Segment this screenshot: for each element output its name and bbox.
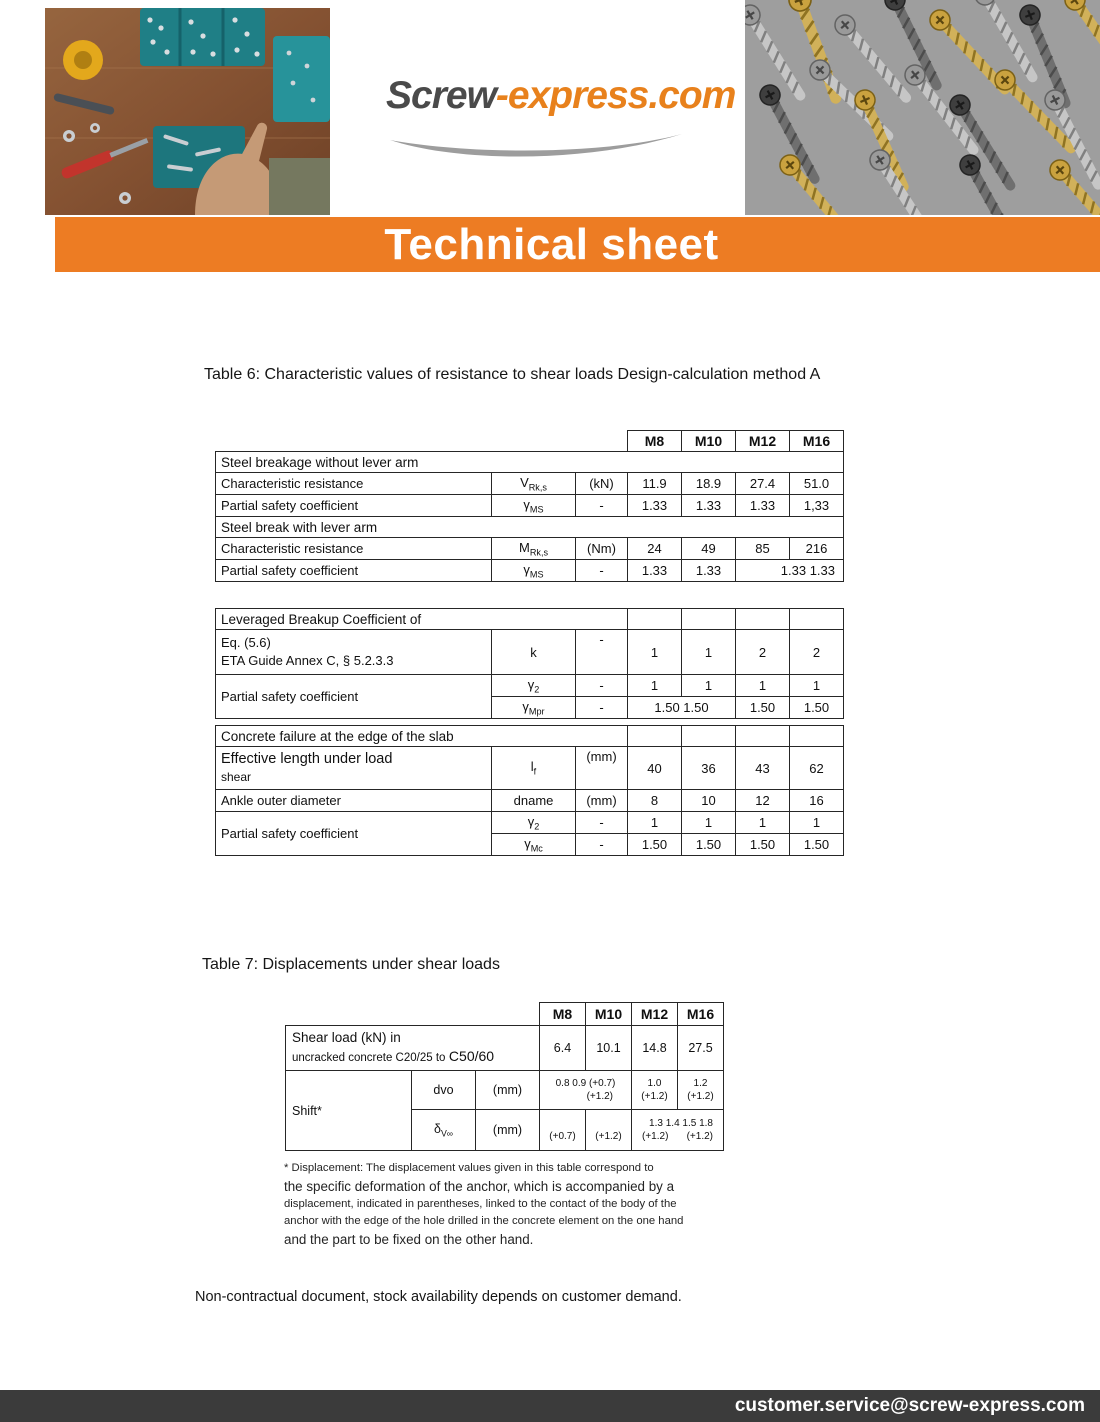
value-cell: 1.33 — [736, 495, 790, 517]
empty-cell — [682, 609, 736, 630]
non-contractual-note: Non-contractual document, stock availability depends on customer demand. — [195, 1289, 682, 1305]
data-row-gms1 — [216, 495, 844, 517]
row-label: Partial safety coefficient — [216, 675, 492, 719]
unit-cell: - — [576, 834, 628, 856]
value-cell: 85 — [736, 538, 790, 560]
symbol-cell — [492, 538, 576, 560]
value-cell: 10 — [682, 790, 736, 812]
symbol-main: γ — [527, 813, 535, 829]
logo-swoosh-icon — [386, 130, 686, 166]
value-cell: 49 — [682, 538, 736, 560]
value-cell: 12 — [736, 790, 790, 812]
section-row — [216, 452, 844, 473]
value-cell: 40 — [628, 747, 682, 790]
symbol-sub: MS — [529, 504, 544, 515]
data-row-dvo — [286, 1071, 724, 1110]
row-label-line1: Shear load (kN) in — [292, 1030, 401, 1045]
symbol-sub: Mpr — [528, 706, 545, 717]
symbol-sub: Rk,s — [529, 547, 549, 558]
value-cell: 1,33 — [790, 495, 844, 517]
logo-text — [386, 74, 736, 118]
row-label: Characteristic resistance — [216, 538, 492, 560]
value-bottom: (+1.2) — [586, 1091, 613, 1102]
data-row-mrks — [216, 538, 844, 560]
value-cell: 62 — [790, 747, 844, 790]
value-top: 1.3 1.4 1.5 1.8 — [649, 1118, 713, 1129]
footnote-line: anchor with the edge of the hole drilled in the concrete element on the one hand — [284, 1215, 684, 1227]
value-cell — [632, 1071, 678, 1110]
value-cell: 1.50 — [790, 834, 844, 856]
logo — [386, 74, 736, 179]
workbench-photo — [45, 8, 330, 215]
symbol-cell — [492, 473, 576, 495]
value-cell: 27.4 — [736, 473, 790, 495]
value-cell: 1 — [682, 675, 736, 697]
data-row-lf — [216, 747, 844, 790]
table7-title: Table 7: Displacements under shear loads — [202, 956, 500, 973]
symbol-main: γ — [523, 496, 530, 512]
value-cell: 18.9 — [682, 473, 736, 495]
unit-cell: (kN) — [576, 473, 628, 495]
value-cell: 1.33 — [628, 560, 682, 582]
value-cell: 36 — [682, 747, 736, 790]
section-label-steel-no-lever: Steel breakage without lever arm — [216, 452, 844, 473]
value-cell: 1.50 — [790, 697, 844, 719]
column-header-m16: M16 — [678, 1003, 724, 1026]
value-cell: 1 — [736, 675, 790, 697]
data-row-dname — [216, 790, 844, 812]
empty-cell — [216, 431, 628, 452]
value-cell: 1 — [628, 630, 682, 675]
column-header-m8: M8 — [628, 431, 682, 452]
workbench-photo-graphic — [45, 8, 330, 215]
value-cell-merged: 1.33 1.33 — [736, 560, 844, 582]
symbol-main: γ — [523, 561, 530, 577]
empty-cell — [790, 609, 844, 630]
unit-cell: - — [576, 675, 628, 697]
value-cell: 27.5 — [678, 1026, 724, 1071]
row-label — [216, 747, 492, 790]
unit-cell: - — [576, 560, 628, 582]
empty-cell — [736, 726, 790, 747]
data-row-g2a — [216, 675, 844, 697]
value-cell: 1 — [628, 675, 682, 697]
value-cell: 14.8 — [632, 1026, 678, 1071]
row-label-shift: Shift* — [286, 1071, 412, 1151]
value-cell: 16 — [790, 790, 844, 812]
row-label-line2a: uncracked concrete C20/25 to — [292, 1052, 446, 1064]
symbol-sub: V∞ — [440, 1128, 454, 1139]
row-label-line2: shear — [221, 770, 252, 784]
row-label-line1: Eq. (5.6) — [221, 635, 271, 650]
symbol-cell: dvo — [412, 1071, 476, 1110]
empty-cell — [736, 609, 790, 630]
symbol-cell: dname — [492, 790, 576, 812]
unit-cell: - — [576, 495, 628, 517]
row-label-line2: ETA Guide Annex C, § 5.2.3.3 — [221, 653, 394, 668]
value-bottom: (+1.2) — [595, 1131, 622, 1142]
value-cell: 11.9 — [628, 473, 682, 495]
section-row — [216, 726, 844, 747]
symbol-main: l — [530, 759, 534, 775]
value-cell: 1 — [682, 630, 736, 675]
value-bottom: (+1.2) — [687, 1091, 714, 1102]
footnote-line: and the part to be fixed on the other hand. — [284, 1232, 534, 1247]
value-cell: 24 — [628, 538, 682, 560]
logo-text-screw: Screw — [386, 74, 496, 117]
value-cell-merged — [632, 1110, 724, 1151]
footnote-line: * Displacement: The displacement values given in this table correspond to — [284, 1162, 654, 1174]
row-label: Partial safety coefficient — [216, 560, 492, 582]
symbol-sub: Mc — [530, 843, 543, 854]
row-label: Partial safety coefficient — [216, 812, 492, 856]
value-cell: 2 — [790, 630, 844, 675]
symbol-main: V — [520, 474, 529, 490]
logo-text-express: -express.com — [495, 74, 736, 117]
section-row — [216, 609, 844, 630]
data-row-g2b — [216, 812, 844, 834]
section-label-steel-lever: Steel break with lever arm — [216, 517, 844, 538]
footnote-line: displacement, indicated in parentheses, linked to the contact of the body of the — [284, 1198, 677, 1210]
symbol-sub: MS — [529, 569, 544, 580]
value-cell: 1 — [790, 812, 844, 834]
data-row-gms2 — [216, 560, 844, 582]
value-bottom: (+0.7) — [549, 1131, 576, 1142]
value-cell: 1.33 — [682, 560, 736, 582]
column-header-m16: M16 — [790, 431, 844, 452]
column-header-m10: M10 — [586, 1003, 632, 1026]
value-cell: 1 — [682, 812, 736, 834]
row-label: Characteristic resistance — [216, 473, 492, 495]
symbol-cell — [492, 675, 576, 697]
technical-sheet-banner — [55, 217, 1100, 272]
empty-cell — [628, 726, 682, 747]
row-label: Partial safety coefficient — [216, 495, 492, 517]
unit-cell: (mm) — [576, 790, 628, 812]
value-cell — [586, 1110, 632, 1151]
table6-block-leveraged — [215, 608, 844, 719]
section-row — [216, 517, 844, 538]
table6-title: Table 6: Characteristic values of resistance to shear loads Design-calculation method A — [204, 366, 821, 383]
value-top: 1.2 — [693, 1078, 708, 1089]
value-cell: 1.50 — [736, 834, 790, 856]
symbol-main: γ — [524, 835, 531, 851]
screws-photo-graphic — [745, 0, 1100, 215]
symbol-sub: 2 — [534, 821, 540, 832]
unit-cell: - — [576, 812, 628, 834]
value-top: 1.0 — [647, 1078, 662, 1089]
unit-cell: (mm) — [476, 1071, 540, 1110]
symbol-sub: Rk,s — [528, 482, 547, 493]
symbol-cell — [412, 1110, 476, 1151]
data-row-shear-load — [286, 1026, 724, 1071]
section-label-leveraged: Leveraged Breakup Coefficient of — [216, 609, 628, 630]
value-cell: 51.0 — [790, 473, 844, 495]
symbol-cell — [492, 495, 576, 517]
column-header-m12: M12 — [736, 431, 790, 452]
value-cell: 1.50 — [628, 834, 682, 856]
table6-header-row — [216, 431, 844, 452]
empty-cell — [286, 1003, 540, 1026]
unit-cell: - — [576, 630, 628, 675]
symbol-cell — [492, 560, 576, 582]
empty-cell — [628, 609, 682, 630]
row-label-line2 — [292, 1047, 535, 1067]
value-cell — [678, 1071, 724, 1110]
symbol-cell: k — [492, 630, 576, 675]
row-label — [286, 1026, 540, 1071]
symbol-sub: f — [533, 766, 537, 777]
unit-cell: (Nm) — [576, 538, 628, 560]
column-header-m8: M8 — [540, 1003, 586, 1026]
column-header-m12: M12 — [632, 1003, 678, 1026]
value-cell: 1 — [790, 675, 844, 697]
value-cell: 2 — [736, 630, 790, 675]
value-cell-merged — [540, 1071, 632, 1110]
value-cell: 43 — [736, 747, 790, 790]
displacement-footnote — [284, 1160, 739, 1249]
value-cell: 216 — [790, 538, 844, 560]
symbol-cell — [492, 812, 576, 834]
value-cell: 1.33 — [682, 495, 736, 517]
table7 — [285, 1002, 724, 1151]
empty-cell — [682, 726, 736, 747]
symbol-main: γ — [522, 698, 529, 714]
value-cell: 10.1 — [586, 1026, 632, 1071]
symbol-cell — [492, 697, 576, 719]
symbol-cell — [492, 747, 576, 790]
value-top: 0.8 0.9 (+0.7) — [555, 1078, 616, 1089]
value-cell: 1.33 — [628, 495, 682, 517]
unit-cell: (mm) — [576, 747, 628, 790]
value-bottom: (+1.2) — [641, 1091, 668, 1102]
data-row-k — [216, 630, 844, 675]
symbol-sub: 2 — [534, 684, 540, 695]
row-label-line1: Effective length under load — [221, 751, 393, 767]
value-cell: 1.50 — [682, 834, 736, 856]
symbol-main: M — [518, 539, 530, 555]
screws-photo — [745, 0, 1100, 215]
value-cell: 8 — [628, 790, 682, 812]
symbol-main: γ — [527, 676, 535, 692]
customer-service-email: customer.service@screw-express.com — [734, 1395, 1085, 1416]
value-bottom-m16: (+1.2) — [686, 1131, 713, 1142]
value-cell: 6.4 — [540, 1026, 586, 1071]
footer-bar — [0, 1390, 1100, 1422]
row-label — [216, 630, 492, 675]
section-label-concrete: Concrete failure at the edge of the slab — [216, 726, 628, 747]
value-cell: 1 — [628, 812, 682, 834]
row-label-line2b: C50/60 — [448, 1048, 495, 1064]
table6-block-steel — [215, 430, 844, 582]
banner-title: Technical sheet — [384, 219, 719, 269]
footnote-line: the specific deformation of the anchor, which is accompanied by a — [284, 1179, 675, 1194]
symbol-cell — [492, 834, 576, 856]
table7-header-row — [286, 1003, 724, 1026]
table6-block-concrete — [215, 725, 844, 856]
value-bottom-m12: (+1.2) — [642, 1131, 669, 1142]
value-cell — [540, 1110, 586, 1151]
value-cell-merged: 1.50 1.50 — [628, 697, 736, 719]
row-label: Ankle outer diameter — [216, 790, 492, 812]
column-header-m10: M10 — [682, 431, 736, 452]
value-cell: 1.50 — [736, 697, 790, 719]
value-bottom — [636, 1130, 719, 1143]
data-row-vrks — [216, 473, 844, 495]
symbol-main: δ — [433, 1121, 441, 1136]
empty-cell — [790, 726, 844, 747]
unit-cell: - — [576, 697, 628, 719]
unit-cell: (mm) — [476, 1110, 540, 1151]
value-cell: 1 — [736, 812, 790, 834]
